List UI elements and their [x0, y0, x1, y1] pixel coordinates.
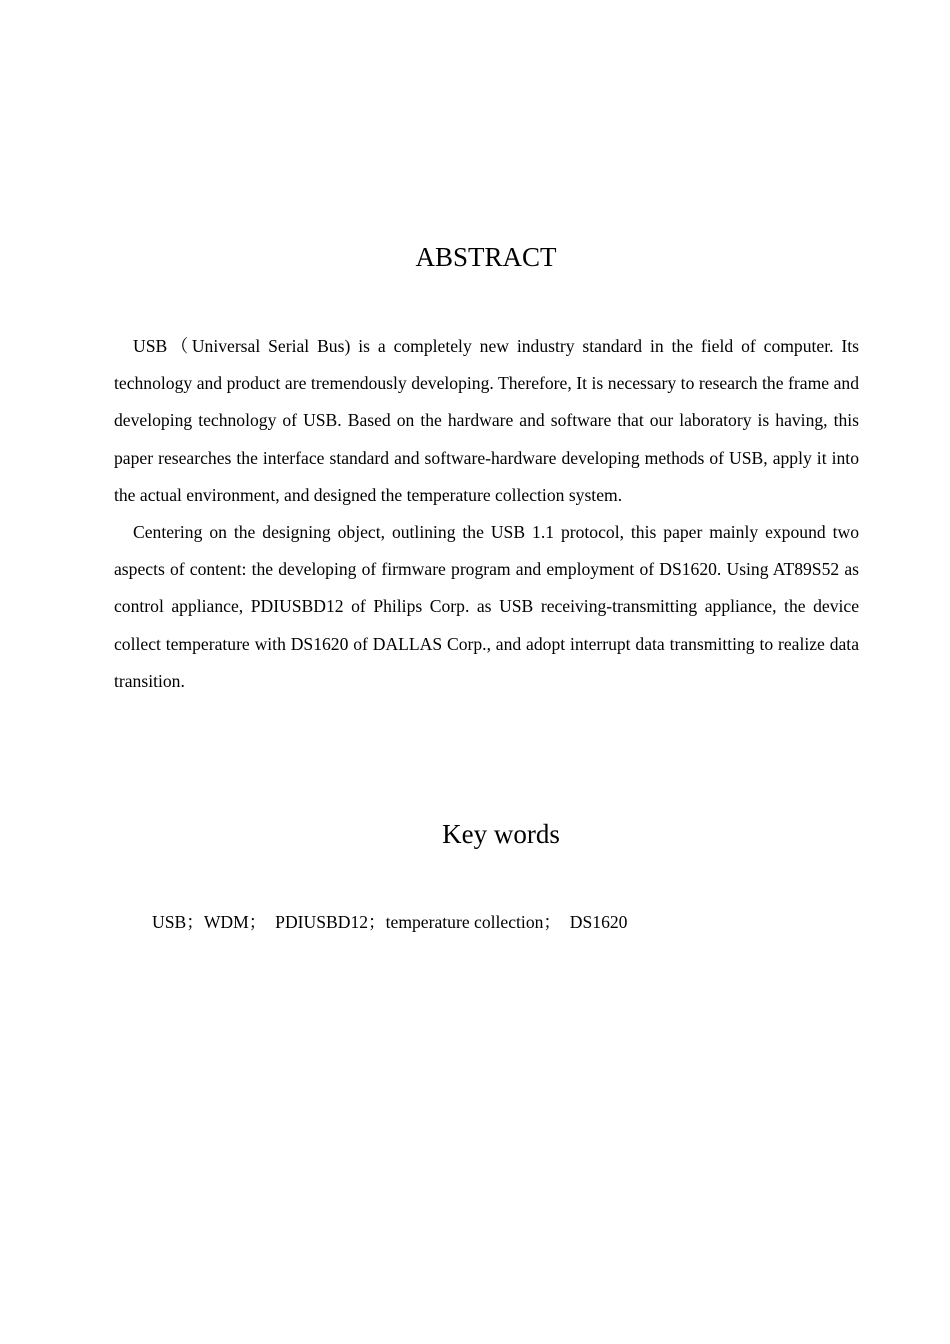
keywords-list: USB；WDM； PDIUSBD12；temperature collection； DS1620 — [152, 912, 628, 932]
abstract-heading: ABSTRACT — [415, 242, 557, 272]
abstract-paragraph-2: Centering on the designing object, outlining the USB 1.1 protocol, this paper mainly expound two aspects of content: the developing of firmware program and employment of DS1620. Using AT89S52 as control appliance, PDIUSBD12 of Philips Corp. as USB receiving-transmitting appliance, the device collect temperature with DS1620 of DALLAS Corp., and adopt interrupt data transmitting to realize data transition. — [114, 522, 859, 691]
keywords-heading: Key words — [442, 819, 560, 849]
abstract-paragraph-1: USB（Universal Serial Bus) is a completely new industry standard in the field of computer. Its technology and product are tremendously developing. Therefore, It is necessary to research the frame and developing technology of USB. Based on the hardware and software that our laboratory is having, this paper researches the interface standard and software-hardware developing methods of USB, apply it into the actual environment, and designed the temperature collection system. — [114, 336, 859, 505]
abstract-body — [114, 328, 859, 700]
